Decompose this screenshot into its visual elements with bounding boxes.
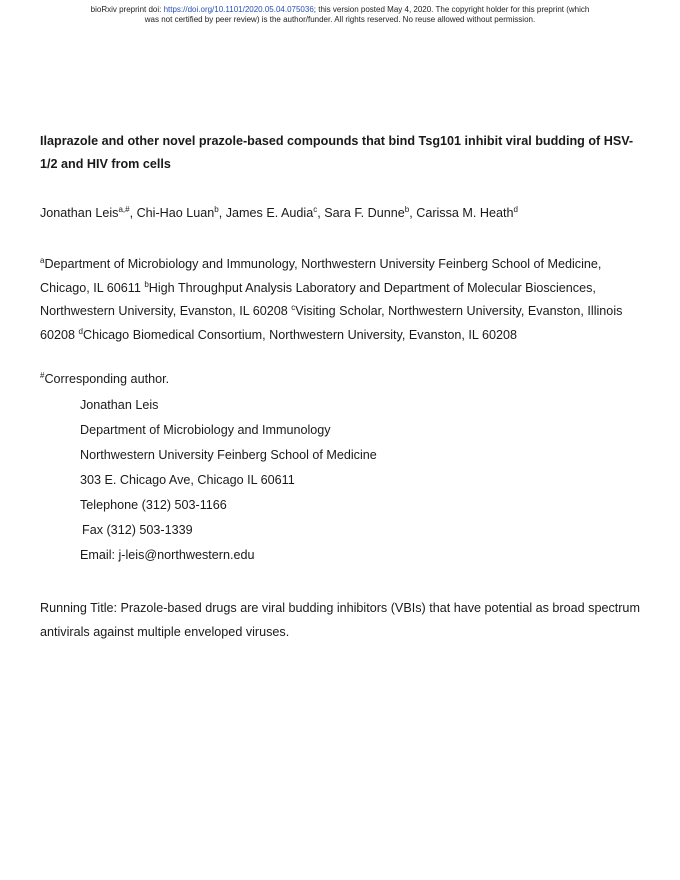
author-separator: , (317, 206, 325, 220)
header-suffix: ; this version posted May 4, 2020. The copyright holder for this preprint (which (313, 5, 590, 14)
author-name: Chi-Hao Luan (136, 206, 215, 220)
author-separator: , (409, 206, 417, 220)
affiliation-text: High Throughput Analysis Laboratory and Department of Molecular Biosciences, Northwestern University, Evanston, IL 60208 (40, 280, 596, 318)
affiliation-text: Chicago Biomedical Consortium, Northwestern University, Evanston, IL 60208 (82, 327, 517, 342)
author-affiliation-marker: b (214, 205, 219, 214)
corresponding-marker: # (40, 371, 45, 380)
author-separator: , (218, 206, 226, 220)
contact-school: Northwestern University Feinberg School of Medicine (80, 448, 377, 462)
affiliation-marker: a (40, 256, 45, 265)
corresponding-author-label (40, 370, 169, 388)
paper-title: Ilaprazole and other novel prazole-based compounds that bind Tsg101 inhibit viral budding of HSV-1/2 and HIV from cells (40, 134, 634, 171)
author-name: Sara F. Dunne (324, 206, 405, 220)
affiliation-marker: b (144, 279, 149, 289)
contact-email: Email: j-leis@northwestern.edu (80, 548, 255, 562)
author-separator: , (129, 206, 137, 220)
author-affiliation-marker: a,# (118, 205, 130, 214)
author-list (40, 204, 650, 222)
header-prefix: bioRxiv preprint doi: (90, 5, 164, 14)
author-affiliation-marker: c (313, 205, 318, 214)
author-name: James E. Audia (225, 206, 314, 220)
affiliation-marker: d (78, 326, 83, 336)
preprint-header (40, 5, 640, 25)
preprint-header-line-2: was not certified by peer review) is the author/funder. All rights reserved. No reuse allowed without permission. (144, 15, 536, 24)
contact-fax: Fax (312) 503-1339 (82, 523, 193, 537)
running-title: Running Title: Prazole-based drugs are viral budding inhibitors (VBIs) that have potential as broad spectrum antivirals against multiple enveloped viruses. (40, 601, 640, 639)
corresponding-author-contact (80, 396, 377, 571)
contact-telephone: Telephone (312) 503-1166 (80, 498, 227, 512)
contact-department: Department of Microbiology and Immunology (80, 423, 331, 437)
corresponding-label-text: Corresponding author. (44, 372, 170, 386)
affiliations (40, 253, 640, 347)
preprint-header-line-1 (40, 5, 640, 15)
affiliation-text: Visiting Scholar, Northwestern University, Evanston, Illinois 60208 (40, 304, 623, 342)
author-name: Jonathan Leis (40, 206, 119, 220)
affiliation-marker: c (291, 303, 296, 312)
author-name: Carissa M. Heath (416, 206, 514, 220)
author-affiliation-marker: b (404, 205, 410, 214)
author-affiliation-marker: d (513, 205, 518, 214)
affiliation-text: Department of Microbiology and Immunology, Northwestern University Feinberg School of Medicine, Chicago, IL 60611 (40, 257, 602, 295)
contact-name: Jonathan Leis (80, 398, 159, 412)
contact-address: 303 E. Chicago Ave, Chicago IL 60611 (80, 473, 295, 487)
doi-link[interactable]: https://doi.org/10.1101/2020.05.04.075036 (163, 5, 314, 14)
